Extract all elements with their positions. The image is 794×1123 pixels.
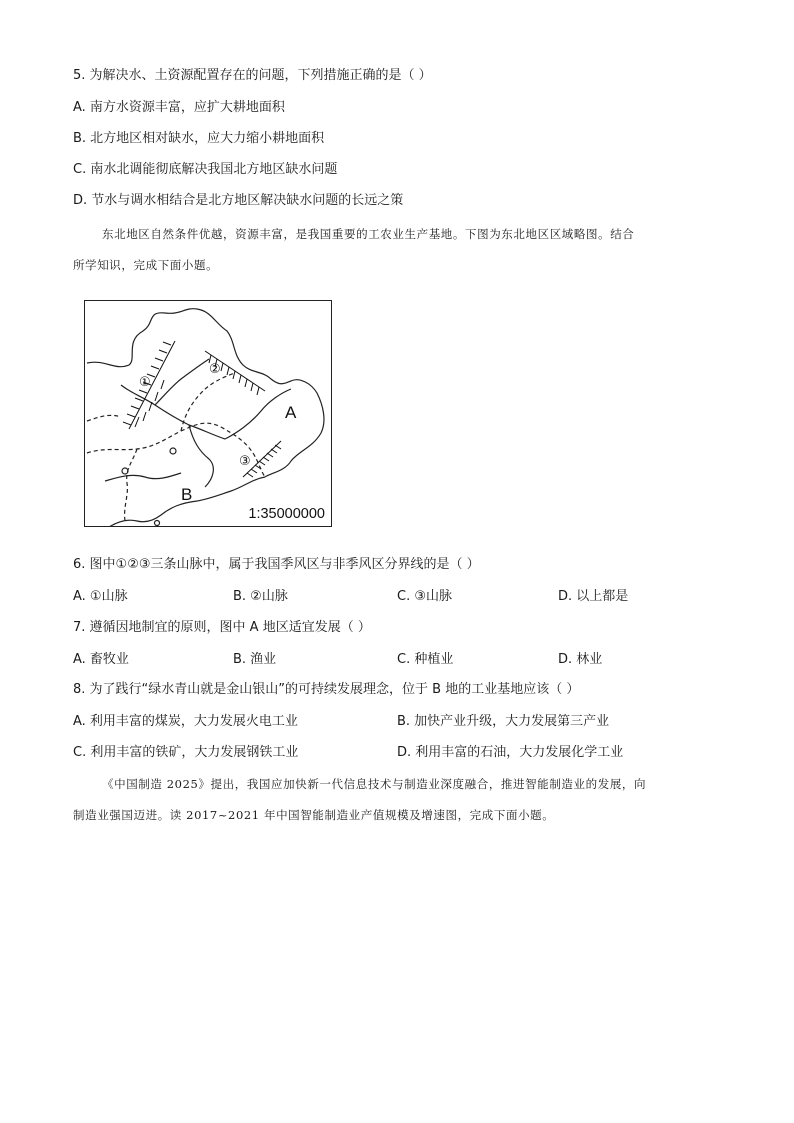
map-label-a: A (285, 403, 297, 422)
border-line (87, 309, 324, 477)
q6-option-b: B. ②山脉 (233, 589, 288, 604)
q7-option-d: D. 林业 (558, 652, 603, 667)
passage1-line1: 东北地区自然条件优越，资源丰富，是我国重要的工农业生产基地。下图为东北地区区域略图。结合 (102, 227, 635, 241)
marker-2: ② (209, 362, 221, 377)
marker-3: ③ (239, 454, 251, 469)
northeast-region-map (84, 300, 332, 527)
q8-option-b: B. 加快产业升级，大力发展第三产业 (397, 714, 610, 729)
q6-option-d: D. 以上都是 (558, 589, 629, 604)
q5-option-b: B. 北方地区相对缺水，应大力缩小耕地面积 (73, 131, 325, 146)
passage1-line2: 所学知识，完成下面小题。 (73, 258, 219, 272)
passage2-line1: 《中国制造 2025》提出，我国应加快新一代信息技术与制造业深度融合，推进智能制造业的发展，向 (102, 777, 647, 791)
q7-option-a: A. 畜牧业 (73, 652, 129, 667)
province-boundary (181, 373, 235, 431)
lake (170, 448, 176, 454)
marker-1: ① (139, 375, 151, 390)
city (155, 521, 160, 526)
q5-option-c: C. 南水北调能彻底解决我国北方地区缺水问题 (73, 162, 338, 177)
q8-option-a: A. 利用丰富的煤炭，大力发展火电工业 (73, 714, 298, 729)
river (225, 389, 291, 439)
q7-option-b: B. 渔业 (233, 652, 277, 667)
map-scale: 1:35000000 (248, 506, 325, 522)
q8-option-d: D. 利用丰富的石油，大力发展化学工业 (397, 745, 624, 760)
q6-option-c: C. ③山脉 (397, 589, 452, 604)
q5-stem: 5. 为解决水、土资源配置存在的问题，下列措施正确的是（ ） (73, 68, 432, 83)
passage2-line2: 制造业强国迈进。读 2017~2021 年中国智能制造业产值规模及增速图，完成下面小题。 (73, 808, 555, 822)
q6-option-a: A. ①山脉 (73, 589, 128, 604)
q7-option-c: C. 种植业 (397, 652, 454, 667)
province-boundary (87, 415, 121, 421)
q5-option-d: D. 节水与调水相结合是北方地区解决缺水问题的长远之策 (73, 193, 404, 208)
q7-stem: 7. 遵循因地制宜的原则，图中 A 地区适宜发展（ ） (73, 620, 371, 635)
river (105, 473, 181, 481)
province-boundary (125, 449, 137, 521)
river (189, 425, 213, 487)
q8-stem: 8. 为了践行“绿水青山就是金山银山”的可持续发展理念，位于 B 地的工业基地应该（ ） (73, 682, 580, 697)
q5-option-a: A. 南方水资源丰富，应扩大耕地面积 (73, 100, 285, 115)
map-label-b: B (181, 485, 193, 504)
q6-stem: 6. 图中①②③三条山脉中，属于我国季风区与非季风区分界线的是（ ） (73, 557, 480, 572)
q8-option-c: C. 利用丰富的铁矿，大力发展钢铁工业 (73, 745, 299, 760)
river (121, 385, 225, 439)
